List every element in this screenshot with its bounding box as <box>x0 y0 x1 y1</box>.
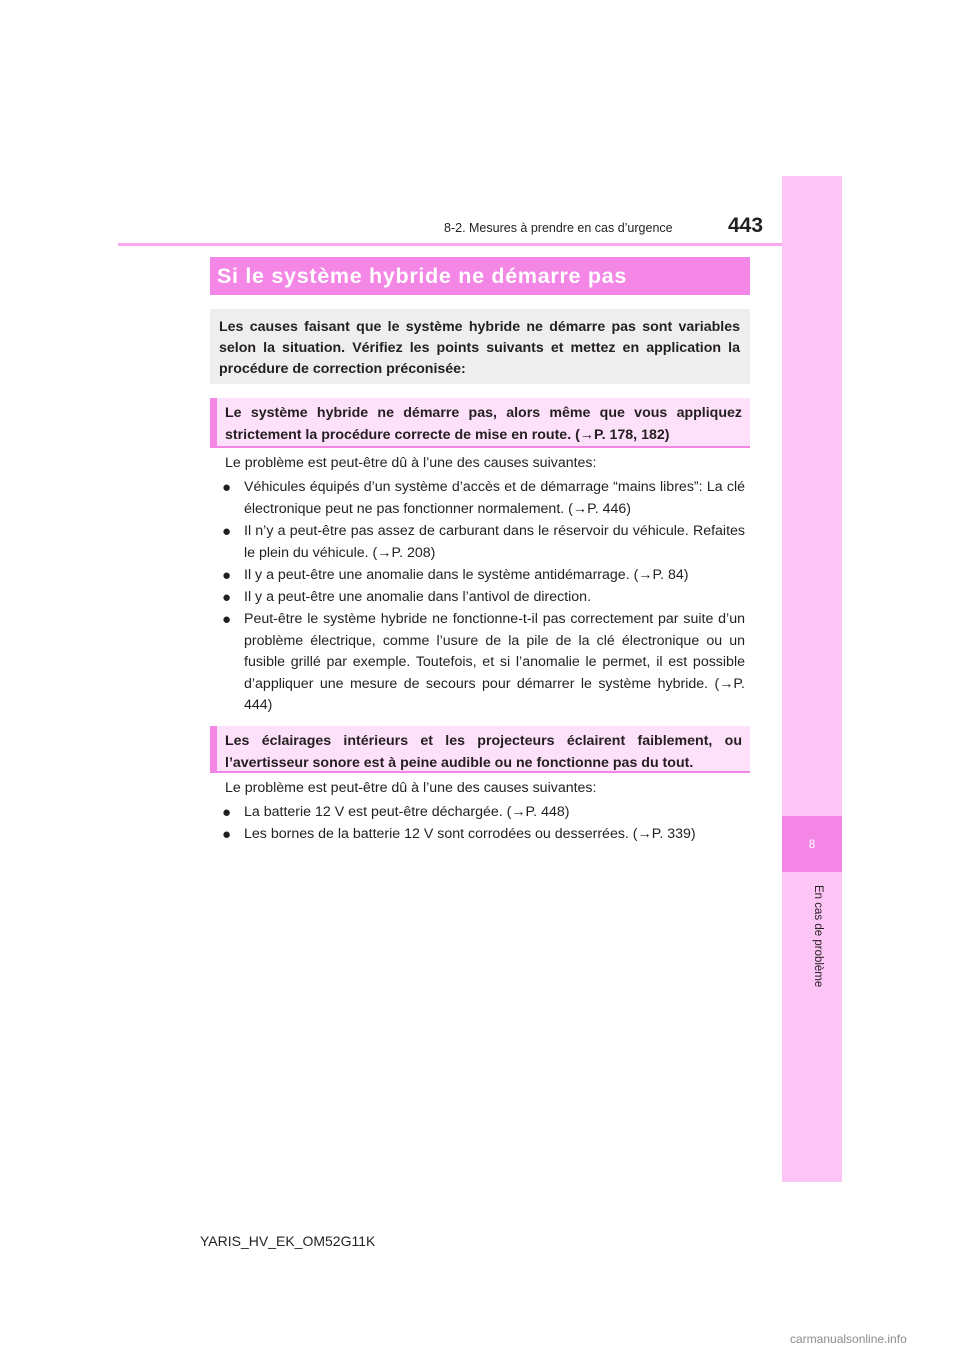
list-item-text: Il y a peut-être une anomalie dans l’antivol de direction. <box>244 589 592 605</box>
section-2-lead: Le problème est peut-être dû à l’une des causes suivantes: <box>225 780 597 796</box>
bullet-icon: ● <box>222 611 232 628</box>
list-item-text: La batterie 12 V est peut-être déchargée. (→P. 448) <box>244 804 570 820</box>
list-item <box>222 565 745 587</box>
document-code: YARIS_HV_EK_OM52G11K <box>200 1233 376 1249</box>
list-item <box>222 609 745 717</box>
list-item-text: Véhicules équipés d’un système d’accès et de démarrage “mains libres”: La clé électronique peut ne pas fonctionner normalement. (→P. 446) <box>244 479 745 517</box>
bullet-icon: ● <box>222 826 232 843</box>
bullet-icon: ● <box>222 589 232 606</box>
list-item <box>222 824 745 846</box>
chapter-number-tab: 8 <box>782 816 842 872</box>
list-item <box>222 802 745 824</box>
header-divider <box>118 243 782 246</box>
bullet-icon: ● <box>222 479 232 496</box>
list-item <box>222 587 745 609</box>
bullet-icon: ● <box>222 523 232 540</box>
chapter-side-tab <box>782 176 842 1182</box>
section-1-lead: Le problème est peut-être dû à l’une des causes suivantes: <box>225 455 597 471</box>
watermark: carmanualsonline.info <box>790 1332 907 1346</box>
section-heading-1: Le système hybride ne démarre pas, alors même que vous appliquez strictement la procédure correcte de mise en route. (→P. 178, 182) <box>210 398 750 448</box>
bullet-icon: ● <box>222 804 232 821</box>
list-item <box>222 477 745 520</box>
intro-box: Les causes faisant que le système hybride ne démarre pas sont variables selon la situation. Vérifiez les points suivants et mettez en application la procédure de correction préconisée: <box>210 309 750 384</box>
chapter-label: En cas de problème <box>812 885 824 988</box>
list-item-text: Il n’y a peut-être pas assez de carburant dans le réservoir du véhicule. Refaites le plein du véhicule. (→P. 208) <box>244 523 745 561</box>
header-section-title: 8-2. Mesures à prendre en cas d’urgence <box>444 221 673 235</box>
section-heading-2: Les éclairages intérieurs et les projecteurs éclairent faiblement, ou l’avertisseur sonore est à peine audible ou ne fonctionne pas du tout. <box>210 726 750 773</box>
list-item <box>222 521 745 564</box>
list-item-text: Il y a peut-être une anomalie dans le système antidémarrage. (→P. 84) <box>244 567 689 583</box>
list-item-text: Peut-être le système hybride ne fonctionne-t-il pas correctement par suite d’un problème électrique, comme l’usure de la pile de la clé électronique ou un fusible grillé par exemple. Toutefois, et si l’anomalie le permet, il est possible d’appliquer une mesure de secours pour démarrer le système hybride. (→P. 444) <box>244 611 745 714</box>
page-title-bar <box>210 257 750 295</box>
bullet-icon: ● <box>222 567 232 584</box>
page-title: Si le système hybride ne démarre pas <box>217 263 627 288</box>
list-item-text: Les bornes de la batterie 12 V sont corrodées ou desserrées. (→P. 339) <box>244 826 696 842</box>
page-number: 443 <box>728 214 764 237</box>
